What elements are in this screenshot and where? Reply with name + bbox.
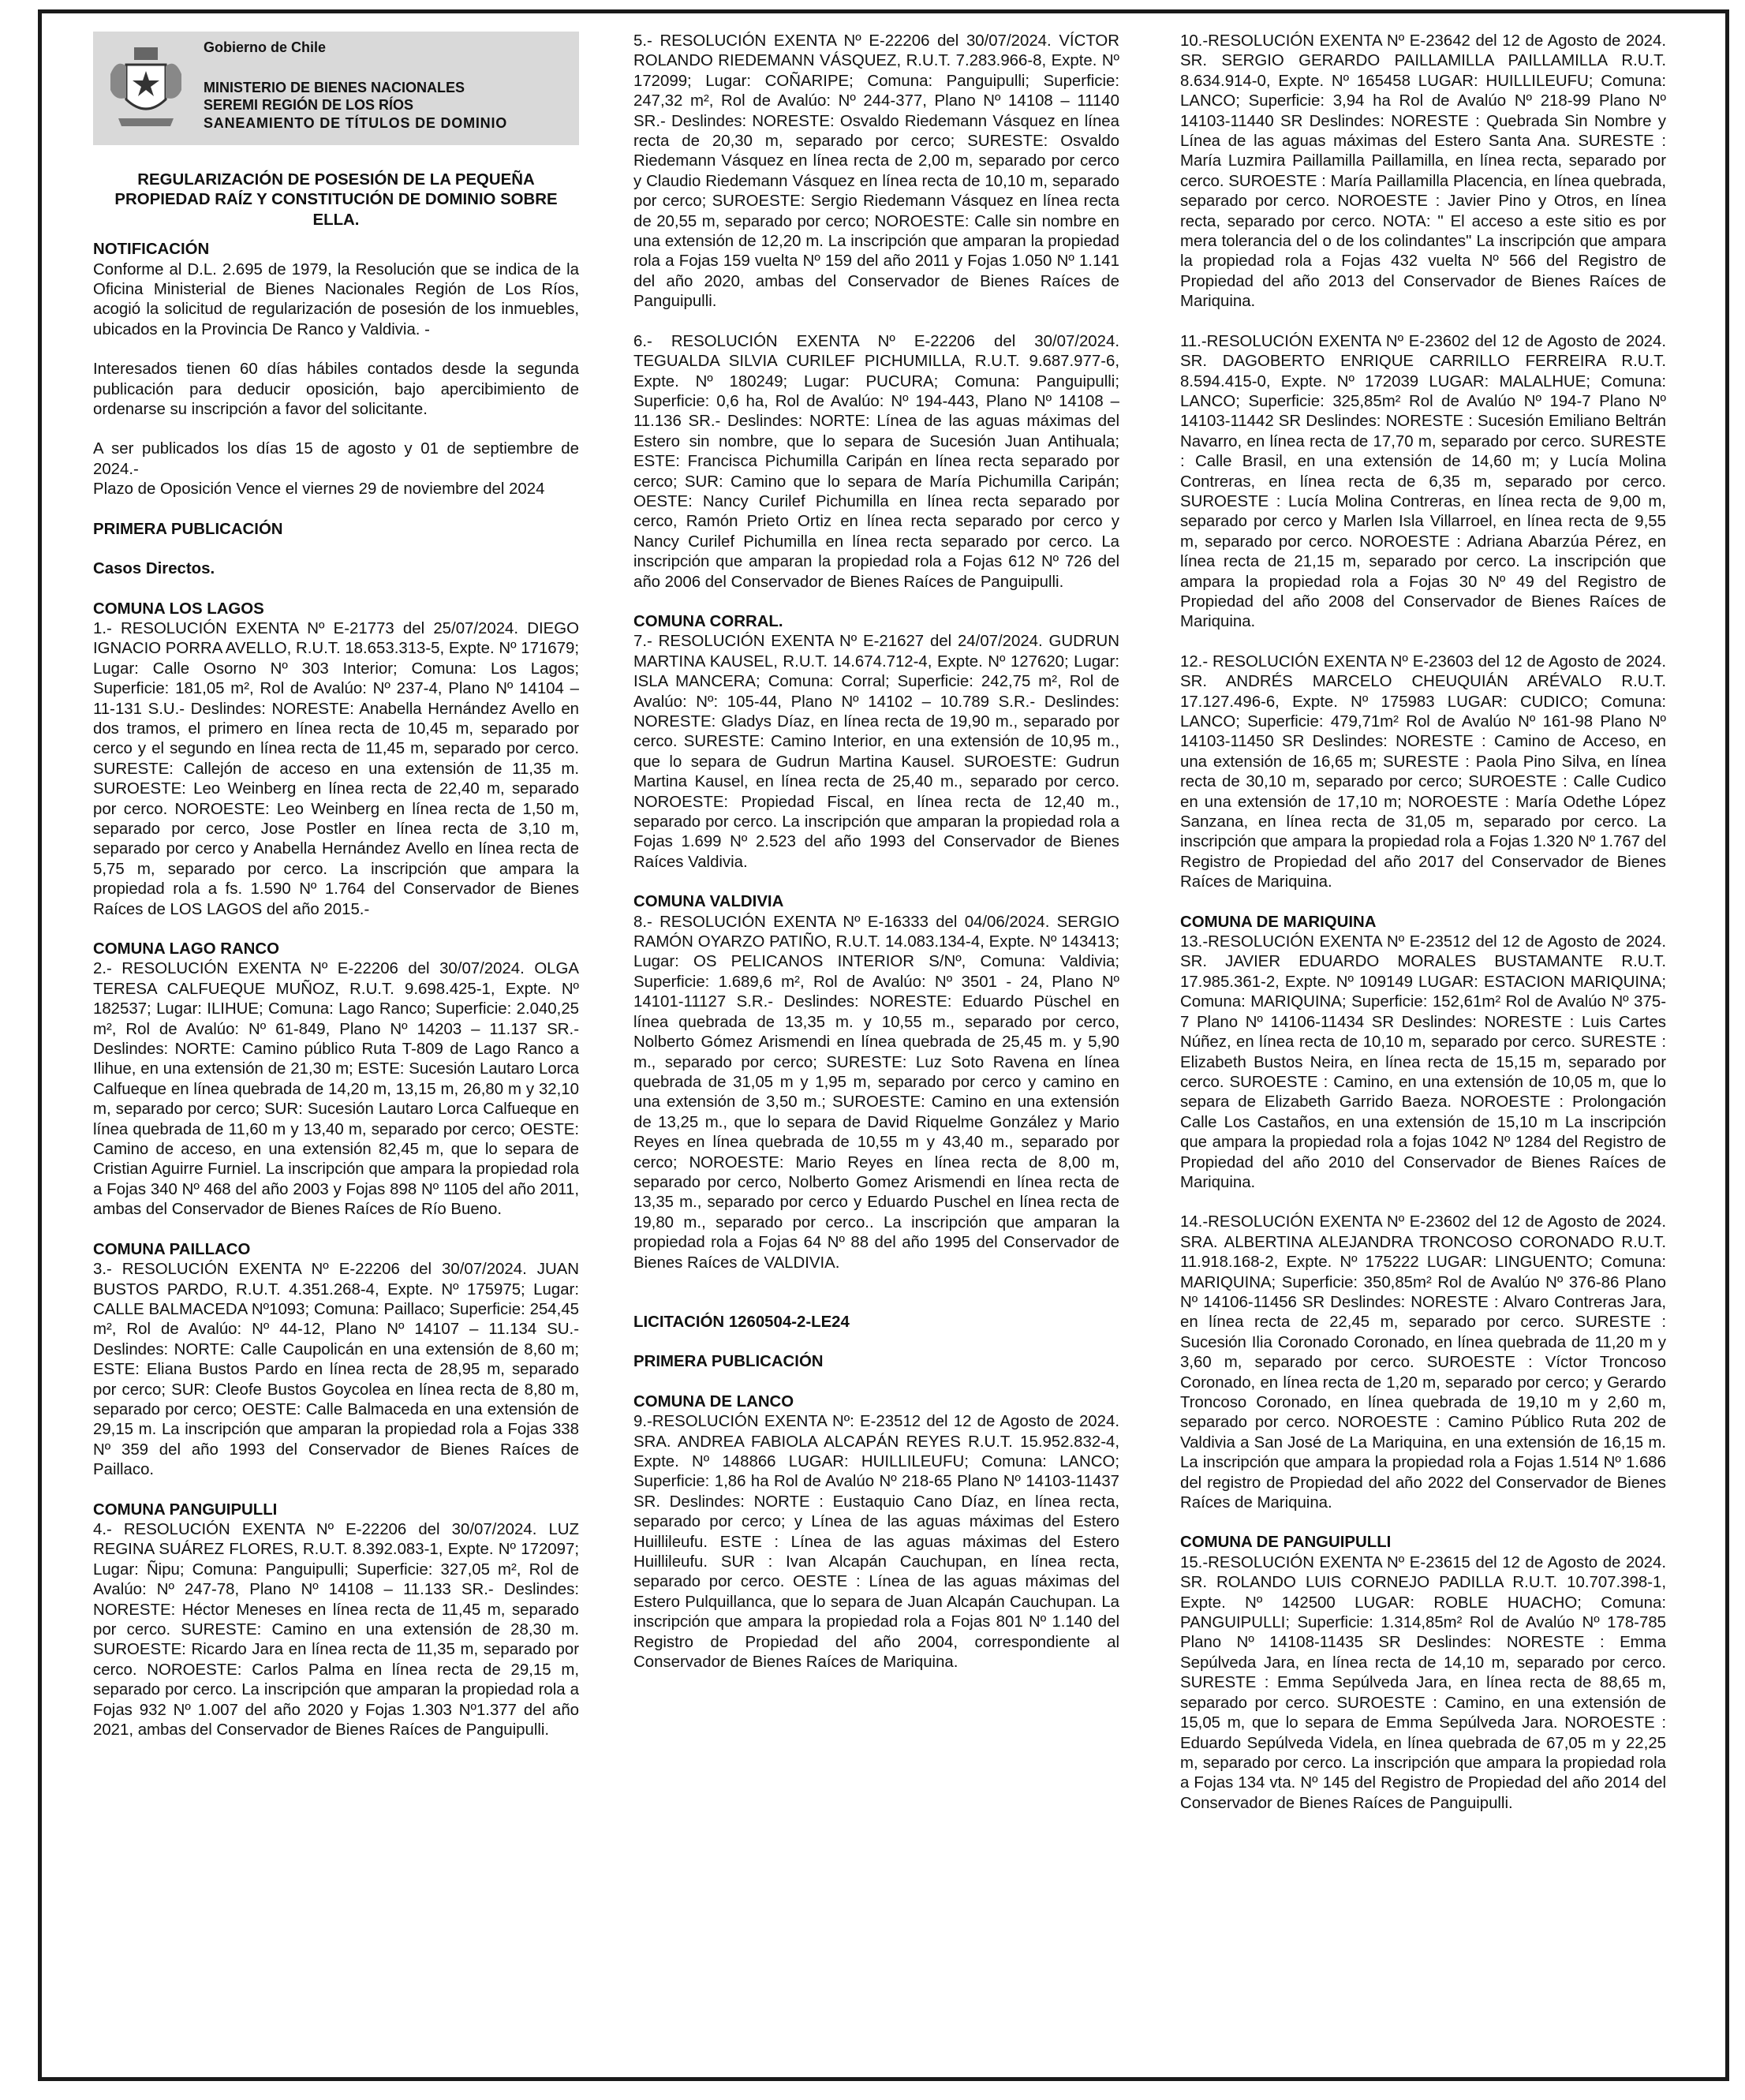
case-4: 4.- RESOLUCIÓN EXENTA Nº E-22206 del 30/07/2024. LUZ REGINA SUÁREZ FLORES, R.U.T. 8.392.083-1, Expte. Nº 172097; Lugar: Ñipu; Comuna: Panguipulli; Superficie: 327,05 m², Rol de Avalúo: Nº 247-78, Plano Nº 14108 – 11.133 SR.- Deslindes: NORESTE: Héctor Meneses en línea recta de 11,45 m, separado por cerco. SURESTE: Camino en una extensión de 28,30 m. SUROESTE: Ricardo Jara en línea recta de 11,35 m, separado por cerco. NOROESTE: Carlos Palma en línea recta de 29,15 m, separado por cerco. La inscripción que amparan la propiedad rola a Fojas 932 Nº 1.007 del año 2020 y Fojas 1.303 Nº1.377 del año 2021, ambas del Conservador de Bienes Raíces de Panguipulli. (93, 1520, 579, 1739)
case-8: 8.- RESOLUCIÓN EXENTA Nº E-16333 del 04/06/2024. SERGIO RAMÓN OYARZO PATIÑO, R.U.T. 14.083.134-4, Expte. Nº 143413; Lugar: OS PELICANOS INTERIOR S/Nº, Comuna: Valdivia; Superficie: 1.689,6 m², Rol de Avalúo: Nº 3501 - 24, Plano Nº 14101-11127 S.R.- Deslindes: NORESTE: Eduardo Püschel en línea quebrada de 13,35 m. y 10,55 m., separado por cerco, Nolberto Gómez Arismendi en línea quebrada de 25,45 m. y 5,90 m., separado por cerco; SURESTE: Luz Soto Ravena en línea quebrada de 31,05 m y 1,95 m, separado por cerco y camino en una extensión de 3,50 m.; SUROESTE: Camino en una extensión de 13,25 m., que lo separa de David Riquelme González y Mario Reyes en línea quebrada de 10,55 m y 43,40 m., separado por cerco; NOROESTE: Mario Reyes en línea recta de 8,00 m, separado por cerco, Nolberto Gomez Arismendi en línea recta de 13,35 m., separado por cerco y Eduardo Puschel en línea recta de 19,80 m., separado por cerco.. La inscripción que amparan la propiedad rola a Fojas 64 Nº 88 del año 1995 del Conservador de Bienes Raíces de VALDIVIA. (633, 913, 1119, 1272)
section-heading-lago-ranco: COMUNA LAGO RANCO (93, 940, 279, 958)
ministerio-label: MINISTERIO DE BIENES NACIONALES (204, 80, 465, 95)
case-13: 13.-RESOLUCIÓN EXENTA Nº E-23512 del 12 de Agosto de 2024. SR. JAVIER EDUARDO MORALES BUSTAMANTE R.U.T. 17.985.361-2, Expte. Nº 109149 LUGAR: ESTACION MARIQUINA; Comuna: MARIQUINA; Superficie: 152,61m² Rol de Avalúo Nº 375-7 Plano Nº 14106-11434 SR Deslindes: NORESTE : Luis Cartes Núñez, en línea recta de 10,10 m, separado por cerco. SURESTE : Elizabeth Bustos Neira, en línea recta de 15,15 m, separado por cerco. SUROESTE : Camino, en una extensión de 10,05 m, que lo separa de Elizabeth Garrido Baeza. NOROESTE : Prolongación Calle Los Castaños, en una extensión de 15,10 m La inscripción que ampara la propiedad rola a fojas 1042 Nº 1284 del Registro de Propiedad del año 2010 del Conservador de Bienes Raíces de Mariquina. (1180, 933, 1666, 1191)
gobierno-label: Gobierno de Chile (204, 39, 327, 55)
section-heading-paillaco: COMUNA PAILLACO (93, 1240, 251, 1258)
case-11: 11.-RESOLUCIÓN EXENTA Nº E-23602 del 12 de Agosto de 2024. SR. DAGOBERTO ENRIQUE CARRILLO FERREIRA R.U.T. 8.594.415-0, Expte. Nº 172039 LUGAR: MALALHUE; Comuna: LANCO; Superficie: 325,85m² Rol de Avalúo Nº 194-7 Plano Nº 14103-11442 SR Deslindes: NORESTE : Sucesión Emiliano Beltrán Navarro, en línea recta de 17,70 m, separado por cerco. SURESTE : Calle Brasil, en una extensión de 14,60 m; y Lucía Molina Contreras, en línea recta de 6,35 m, separado por cerco. SUROESTE : Lucía Molina Contreras, en línea recta de 9,00 m, separado por cerco y Marlen Isla Villarroel, en línea recta de 9,55 m, separado por cerco. NOROESTE : Adriana Abarzúa Pérez, en línea recta de 21,15 m, separado por cerco. La inscripción que ampara la propiedad rola a Fojas 30 Nº 49 del Registro de Propiedad del año 2008 del Conservador de Bienes Raíces de Mariquina. (1180, 332, 1666, 631)
case-6: 6.- RESOLUCIÓN EXENTA Nº E-22206 del 30/07/2024. TEGUALDA SILVIA CURILEF PICHUMILLA, R.U.T. 9.687.977-6, Expte. Nº 180249; Lugar: PUCURA; Comuna: Panguipulli; Superficie: 0,6 ha, Rol de Avalúo: Nº 194-443, Plano Nº 14108 – 11.136 SR.- Deslindes: NORTE: Línea de las aguas máximas del Estero sin nombre, que lo separa de Sucesión Juan Antihuala; ESTE: Francisca Pichumilla Caripán en línea recta separado por cerco; SUR: Camino que lo separa de María Pichumilla Caripán; OESTE: Nancy Curilef Pichumilla en línea recta separado por cerco, Ramón Prieto Ortiz en línea recta separado por cerco y Nancy Curilef Pichumilla en línea recta separado por cerco. La inscripción que amparan la propiedad rola a Fojas 612 Nº 726 del año 2006 del Conservador de Bienes Raíces de Panguipulli. (633, 332, 1119, 591)
saneamiento-label: SANEAMIENTO DE TÍTULOS DE DOMINIO (204, 115, 508, 131)
case-3: 3.- RESOLUCIÓN EXENTA Nº E-22206 del 30/07/2024. JUAN BUSTOS PARDO, R.U.T. 4.351.268-4, Expte. Nº 175975; Lugar: CALLE BALMACEDA Nº1093; Comuna: Paillaco; Superficie: 254,45 m², Rol de Avalúo: Nº 44-12, Plano Nº 14107 – 11.134 SU.- Deslindes: NORTE: Calle Caupolicán en una extensión de 8,60 m; ESTE: Eliana Bustos Pardo en línea recta de 28,95 m, separado por cerco; SUR: Cleofe Bustos Goycolea en línea recta de 8,80 m, separado por cerco; OESTE: Calle Balmaceda en una extensión de 29,15 m. La inscripción que amparan la propiedad rola a Fojas 338 Nº 359 del año 1993 del Conservador de Bienes Raíces de Paillaco. (93, 1261, 579, 1479)
case-1: 1.- RESOLUCIÓN EXENTA Nº E-21773 del 25/07/2024. DIEGO IGNACIO PORRA AVELLO, R.U.T. 18.653.313-5, Expte. Nº 171679; Lugar: Calle Osorno Nº 303 Interior; Comuna: Los Lagos; Superficie: 181,05 m², Rol de Avalúo: Nº 237-4, Plano Nº 14104 – 11-131 S.U.- Deslindes: NORESTE: Anabella Hernández Avello en dos tramos, el primero en línea recta de 10,45 m, separado por cerco y el segundo en línea recta de 11,45 m, separado por cerco. SURESTE: Callejón de acceso en una extensión de 11,35 m. SUROESTE: Leo Weinberg en línea recta de 22,40 m, separado por cerco. NOROESTE: Leo Weinberg en línea recta de 1,50 m, separado por cerco, Jose Postler en línea recta de 3,10 m, separado por cerco y Anabella Hernández Avello en línea recta de 5,75 m, separado por cerco. La inscripción que ampara la propiedad rola a fs. 1.590 Nº 1.764 del Conservador de Bienes Raíces de LOS LAGOS del año 2015.- (93, 619, 579, 918)
document-title-line-2: PROPIEDAD RAÍZ Y CONSTITUCIÓN DE DOMINIO SOBRE ELLA. (114, 191, 558, 229)
case-14: 14.-RESOLUCIÓN EXENTA Nº E-23602 del 12 de Agosto de 2024. SRA. ALBERTINA ALEJANDRA TRONCOSO CORONADO R.U.T. 11.918.168-2, Expte. Nº 175222 LUGAR: LINGUENTO; Comuna: MARIQUINA; Superficie: 350,85m² Rol de Avalúo Nº 376-86 Plano Nº 14106-11456 SR Deslindes: NORESTE : Alvaro Contreras Jara, en línea recta de 22,45 m, separado por cerco. SURESTE : Sucesión Ilia Coronado Coronado, en línea quebrada de 11,20 m y 3,60 m, separado por cerco. SUROESTE : Víctor Troncoso Coronado, en línea recta de 1,20 m, separado por cerco; y Gerardo Troncoso Coronado, en línea quebrada de 19,10 m y 2,60 m, separado por cerco. NOROESTE : Camino Público Ruta 202 de Valdivia a San José de La Mariquina, en una extensión de 16,15 m. La inscripción que ampara la propiedad rola a Fojas 1.514 Nº 1.686 del registro de Propiedad del año 2022 del Conservador de Bienes Raíces de Mariquina. (1180, 1213, 1666, 1512)
case-9: 9.-RESOLUCIÓN EXENTA Nº: E-23512 del 12 de Agosto de 2024. SRA. ANDREA FABIOLA ALCAPÁN REYES R.U.T. 15.952.832-4, Expte. Nº 148866 LUGAR: HUILLILEUFU; Comuna: LANCO; Superficie: 1,86 ha Rol de Avalúo Nº 218-65 Plano Nº 14103-11437 SR. Deslindes: NORTE : Eustaquio Cano Díaz, en línea recta, separado por cerco; y Línea de las aguas máximas del Estero Huillileufu. ESTE : Línea de las aguas máximas del Estero Huillileufu. SUR : Ivan Alcapán Cauchupan, en línea recta, separado por cerco. OESTE : Línea de las aguas máximas del Estero Pulquillanca, que lo separa de Juan Alcapán Cauchupan. La inscripción que ampara la propiedad rola a Fojas 801 Nº 1.140 del Registro de Propiedad del año 2004, correspondiente al Conservador de Bienes Raíces de Mariquina. (633, 1413, 1119, 1672)
licitacion-heading: LICITACIÓN 1260504-2-LE24 (633, 1313, 850, 1331)
primera-publicacion-heading-2: PRIMERA PUBLICACIÓN (633, 1353, 824, 1371)
case-15: 15.-RESOLUCIÓN EXENTA Nº E-23615 del 12 de Agosto de 2024. SR. ROLANDO LUIS CORNEJO PADILLA R.U.T. 10.707.398-1, Expte. Nº 142500 LUGAR: ROBLE HUACHO; Comuna: PANGUIPULLI; Superficie: 1.314,85m² Rol de Avalúo Nº 178-785 Plano Nº 14108-11435 SR Deslindes: NORESTE : Emma Sepúlveda Jara, en línea recta de 14,10 m, separado por cerco. SURESTE : Emma Sepúlveda Jara, en línea recta de 88,65 m, separado por cerco. SUROESTE : Camino, en una extensión de 15,05 m, que lo separa de Emma Sepúlveda Jara. NOROESTE : Eduardo Sepúlveda Videla, en línea quebrada de 67,05 m y 22,25 m, separado por cerco. La inscripción que ampara la propiedad rola a Fojas 134 vta. Nº 145 del Registro de Propiedad del año 2014 del Conservador de Bienes Raíces de Panguipulli. (1180, 1553, 1666, 1812)
column-3 (1180, 32, 1666, 1814)
plazo-oposicion: Plazo de Oposición Vence el viernes 29 de noviembre del 2024 (93, 480, 545, 499)
column-1 (93, 32, 579, 1740)
publicacion-dates: A ser publicados los días 15 de agosto y 01 de septiembre de 2024.- (93, 440, 579, 478)
section-heading-panguipulli-2: COMUNA DE PANGUIPULLI (1180, 1534, 1392, 1552)
column-2 (633, 32, 1119, 1672)
ministry-banner (93, 32, 579, 145)
oposicion-paragraph: Interesados tienen 60 días hábiles contados desde la segunda publicación para deducir oposición, bajo apercibimiento de ordenarse su inscripción a favor del solicitante. (93, 361, 579, 419)
case-2: 2.- RESOLUCIÓN EXENTA Nº E-22206 del 30/07/2024. OLGA TERESA CALFUEQUE MUÑOZ, R.U.T. 9.698.425-1, Expte. Nº 182537; Lugar: ILIHUE; Comuna: Lago Ranco; Superficie: 2.040,25 m², Rol de Avalúo: Nº 61-849, Plano Nº 14203 – 11.137 SR.- Deslindes: NORTE: Camino público Ruta T-809 de Lago Ranco a Ilihue, en una extensión de 21,30 m; ESTE: Sucesión Lautaro Lorca Calfueque en línea quebrada de 14,20 m, 13,15 m, 26,80 m y 32,10 m, separado por cerco; SUR: Sucesión Lautaro Lorca Calfueque en línea quebrada de 11,60 m y 13,40 m, separado por cerco; OESTE: Camino de acceso, en una extensión 82,45 m, que lo separa de Cristian Aguirre Furniel. La inscripción que ampara la propiedad rola a Fojas 340 Nº 468 del año 2003 y Fojas 898 Nº 1105 del año 2011, ambas del Conservador de Bienes Raíces de Río Bueno. (93, 960, 579, 1219)
section-heading-valdivia: COMUNA VALDIVIA (633, 893, 784, 911)
case-5: 5.- RESOLUCIÓN EXENTA Nº E-22206 del 30/07/2024. VÍCTOR ROLANDO RIEDEMANN VÁSQUEZ, R.U.T. 7.283.966-8, Expte. Nº 172099; Lugar: COÑARIPE; Comuna: Panguipulli; Superficie: 247,32 m², Rol de Avalúo: Nº 244-377, Plano Nº 14108 – 11140 SR.- Deslindes: NORESTE: Osvaldo Riedemann Vásquez en línea recta de 20,30 m, separado por cerco; SURESTE: Osvaldo Riedemann Vásquez en línea recta de 2,00 m, separado por cerco y Claudio Riedemann Vásquez en línea recta de 10,10 m, separado por cerco; SUROESTE: Sergio Riedemann Vásquez en línea recta de 20,55 m, separado por cerco; NOROESTE: Calle sin nombre en una extensión de 12,20 m. La inscripción que amparan la propiedad rola a Fojas 159 vuelta Nº 159 del año 2011 y Fojas 1.050 Nº 1.141 del año 2020, ambas del Conservador de Bienes Raíces de Panguipulli. (633, 32, 1119, 311)
seremi-label: SEREMI REGIÓN DE LOS RÍOS (204, 97, 414, 113)
section-heading-corral: COMUNA CORRAL. (633, 612, 783, 630)
section-heading-panguipulli: COMUNA PANGUIPULLI (93, 1500, 278, 1519)
casos-directos-heading: Casos Directos. (93, 560, 215, 578)
section-heading-lanco: COMUNA DE LANCO (633, 1392, 794, 1411)
document-title-line-1: REGULARIZACIÓN DE POSESIÓN DE LA PEQUEÑA (137, 171, 535, 189)
section-heading-los-lagos: COMUNA LOS LAGOS (93, 600, 264, 618)
primera-publicacion-heading: PRIMERA PUBLICACIÓN (93, 520, 283, 538)
section-heading-mariquina: COMUNA DE MARIQUINA (1180, 913, 1377, 931)
chile-coat-of-arms-icon (103, 43, 189, 134)
case-12: 12.- RESOLUCIÓN EXENTA Nº E-23603 del 12 de Agosto de 2024. SR. ANDRÉS MARCELO CHEUQUIÁN ARÉVALO R.U.T. 17.127.496-6, Expte. Nº 175983 LUGAR: CUDICO; Comuna: LANCO; Superficie: 479,71m² Rol de Avalúo Nº 161-98 Plano Nº 14103-11450 SR Deslindes: NORESTE : Camino de Acceso, en una extensión de 16,65 m; SURESTE : Paola Pino Silva, en línea recta de 30,10 m, separado por cerco; SUROESTE : Calle Cudico en una extensión de 17,10 m; NOROESTE : María Odethe López Sanzana, en línea recta de 31,05 m, separado por cerco. La inscripción que ampara la propiedad rola a Fojas 1.320 Nº 1.767 del Registro de Propiedad del año 2017 del Conservador de Bienes Raíces de Mariquina. (1180, 652, 1666, 891)
notificacion-heading: NOTIFICACIÓN (93, 241, 210, 259)
notificacion-paragraph: Conforme al D.L. 2.695 de 1979, la Resolución que se indica de la Oficina Ministerial de Bienes Nacionales Región de Los Ríos, acogió la solicitud de regularización de posesión de los inmuebles, ubicados en la Provincia De Ranco y Valdivia. - (93, 260, 579, 338)
case-7: 7.- RESOLUCIÓN EXENTA Nº E-21627 del 24/07/2024. GUDRUN MARTINA KAUSEL, R.U.T. 14.674.712-4, Expte. Nº 127620; Lugar: ISLA MANCERA; Comuna: Corral; Superficie: 242,75 m², Rol de Avalúo: Nº: 105-44, Plano Nº 14102 – 10.789 S.R.- Deslindes: NORESTE: Gladys Díaz, en línea recta de 19,90 m., separado por cerco. SURESTE: Camino Interior, en una extensión de 10,95 m., que lo separa de Gudrun Martina Kausel. SUROESTE: Gudrun Martina Kausel, en línea recta de 25,40 m., separado por cerco. NOROESTE: Propiedad Fiscal, en línea recta de 12,40 m., separado por cerco. La inscripción que amparan la propiedad rola a Fojas 1.699 Nº 2.523 del año 1993 del Conservador de Bienes Raíces Valdivia. (633, 633, 1119, 871)
case-10: 10.-RESOLUCIÓN EXENTA Nº E-23642 del 12 de Agosto de 2024. SR. SERGIO GERARDO PAILLAMILLA PAILLAMILLA R.U.T. 8.634.914-0, Expte. Nº 165458 LUGAR: HUILLILEUFU; Comuna: LANCO; Superficie: 3,94 ha Rol de Avalúo Nº 218-99 Plano Nº 14103-11440 SR Deslindes: NORESTE : Quebrada Sin Nombre y Línea de las aguas máximas del Estero Santa Ana. SURESTE : María Luzmira Paillamilla Paillamilla, en línea recta, separado por cerco. SUROESTE : María Paillamilla Placencia, en línea quebrada, separado por cerco. NOROESTE : Javier Pino y Otros, en línea recta, separado por cerco. NOTA: " El acceso a este sitio es por mera tolerancia del o de los colindantes" La inscripción que ampara la propiedad rola a Fojas 432 vuelta Nº 566 del Registro de Propiedad del año 2013 del Conservador de Bienes Raíces de Mariquina. (1180, 32, 1666, 311)
